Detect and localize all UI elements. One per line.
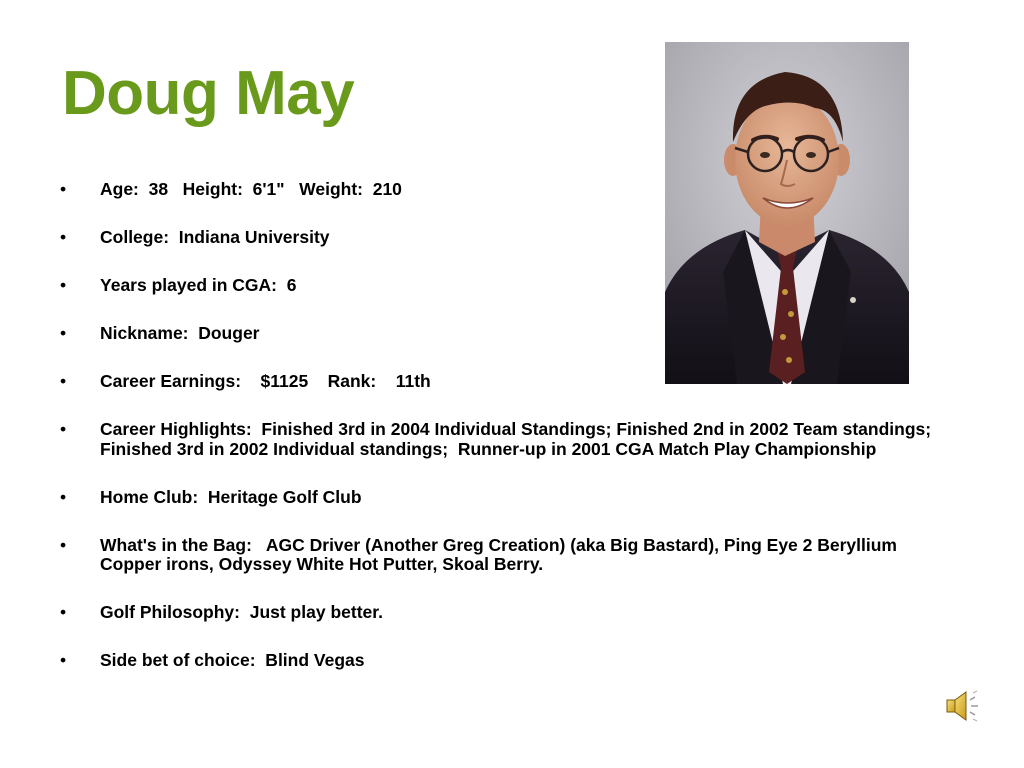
bullet-text: College: Indiana University bbox=[100, 227, 330, 247]
bullet-text: What's in the Bag: AGC Driver (Another Greg Creation) (aka Big Bastard), Ping Eye 2 Beryllium Copper irons, Odyssey White Hot Putter, Skoal Berry. bbox=[100, 534, 902, 574]
bullet-text: Career Earnings: $1125 Rank: 11th bbox=[100, 371, 431, 391]
bullet-dot: • bbox=[60, 227, 67, 247]
bullet-text: Side bet of choice: Blind Vegas bbox=[100, 650, 365, 670]
audio-speaker-button[interactable] bbox=[944, 688, 982, 724]
bullet-dot: • bbox=[60, 419, 67, 439]
bullet-text: Nickname: Douger bbox=[100, 323, 260, 343]
bullet-dot: • bbox=[60, 323, 67, 343]
slide-title: Doug May bbox=[62, 59, 355, 128]
bullet-item-golf-philosophy bbox=[60, 603, 960, 623]
portrait-photo bbox=[665, 42, 909, 384]
bullet-item-career-highlights bbox=[60, 420, 960, 459]
bullet-text: Career Highlights: Finished 3rd in 2004 Individual Standings; Finished 2nd in 2002 Team standings; Finished 3rd in 2002 Individual standings; Runner-up in 2001 CGA Match Play Championship bbox=[100, 419, 936, 459]
bullet-text: Home Club: Heritage Golf Club bbox=[100, 486, 362, 507]
speaker-icon bbox=[944, 688, 982, 724]
portrait-photo-icon bbox=[665, 42, 909, 384]
bullet-item-whats-in-the-bag bbox=[60, 536, 960, 575]
bullet-dot: • bbox=[60, 602, 67, 622]
bullet-dot: • bbox=[60, 371, 67, 391]
bullet-item-side-bet bbox=[60, 651, 960, 671]
bullet-text: Years played in CGA: 6 bbox=[100, 275, 297, 295]
bullet-dot: • bbox=[60, 486, 67, 507]
bullet-dot: • bbox=[60, 275, 67, 295]
bullet-text: Age: 38 Height: 6'1" Weight: 210 bbox=[100, 179, 402, 199]
bullet-text: Golf Philosophy: Just play better. bbox=[100, 602, 383, 622]
bullet-dot: • bbox=[60, 650, 67, 670]
bullet-item-home-club bbox=[60, 488, 960, 508]
bullet-dot: • bbox=[60, 534, 67, 555]
bullet-dot: • bbox=[60, 179, 67, 199]
